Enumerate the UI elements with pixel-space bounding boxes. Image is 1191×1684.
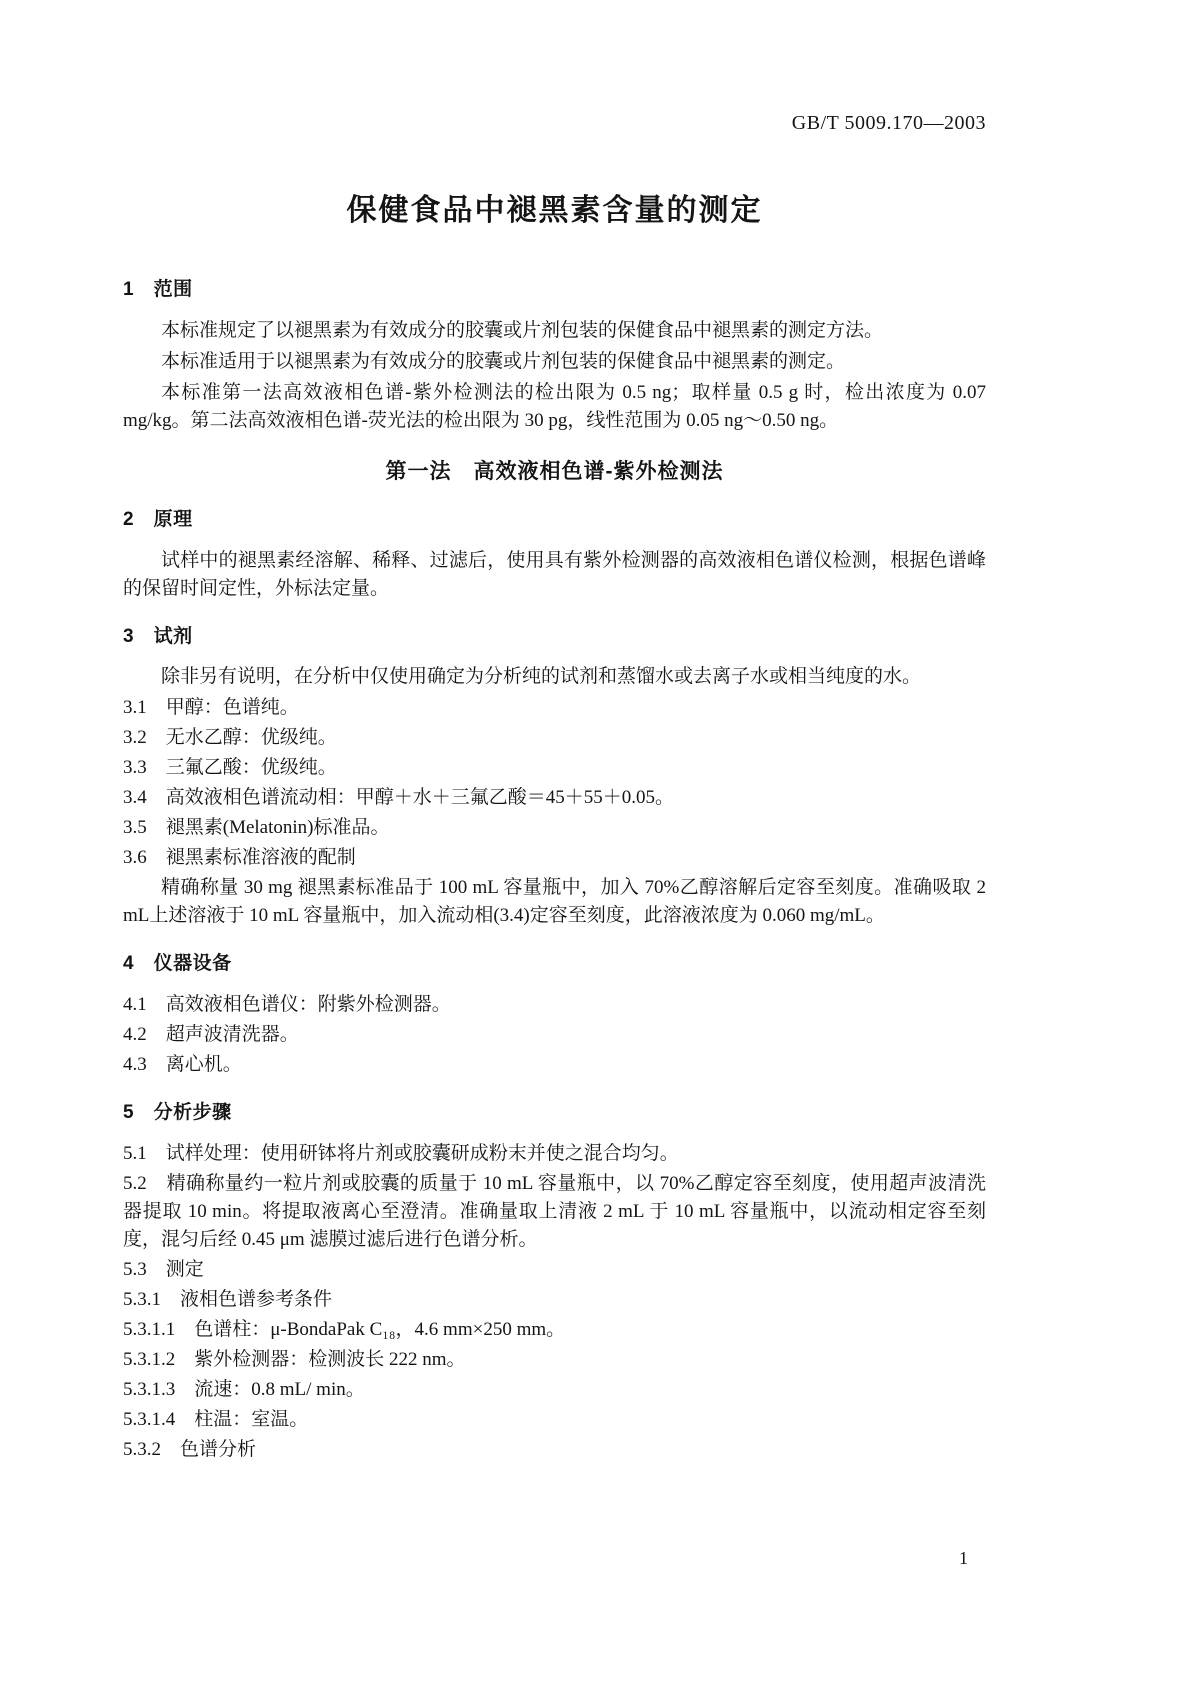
clause-item: 3.5 褪黑素(Melatonin)标准品。 [123,817,390,839]
document-title: 保健食品中褪黑素含量的测定 [346,194,763,227]
method-one-title: 第一法 高效液相色谱-紫外检测法 [385,459,724,483]
clause-item: 4.1 高效液相色谱仪：附紫外检测器。 [123,994,451,1016]
clause-item: 5.2 精确称量约一粒片剂或胶囊的质量于 10 mL 容量瓶中，以 70%乙醇定容至刻度，使用超声波清洗器提取 10 min。将提取液离心至澄清。准确量取上清液 2 mL 于 10 mL 容量瓶中，以流动相定容至刻度，混匀后经 0.45 μm 滤膜过滤后进行色谱分析。 [123,1172,986,1250]
paragraph: 本标准第一法高效液相色谱-紫外检测法的检出限为 0.5 ng；取样量 0.5 g 时，检出浓度为 0.07 mg/kg。第二法高效液相色谱-荧光法的检出限为 30 pg，线性范围为 0.05 ng～0.50 ng。 [123,381,986,431]
paragraph: 本标准适用于以褪黑素为有效成分的胶囊或片剂包装的保健食品中褪黑素的测定。 [161,350,846,372]
clause-item: 5.3.1.3 流速：0.8 mL/ min。 [123,1378,365,1400]
page-number: 1 [959,1548,968,1568]
clause-item: 3.1 甲醇：色谱纯。 [123,697,299,719]
clause-item: 5.3.1 液相色谱参考条件 [123,1288,333,1310]
clause-item: 3.2 无水乙醇：优级纯。 [123,727,337,749]
clause-item: 5.3.1.2 紫外检测器：检测波长 222 nm。 [123,1348,466,1370]
section-heading-scope: 1 范围 [123,279,193,300]
clause-item: 5.3.1.4 柱温：室温。 [123,1408,309,1430]
paragraph: 精确称量 30 mg 褪黑素标准品于 100 mL 容量瓶中，加入 70%乙醇溶解后定容至刻度。准确吸取 2 mL上述溶液于 10 mL 容量瓶中，加入流动相(3.4)定容至刻度，此溶液浓度为 0.060 mg/mL。 [123,877,986,927]
section-heading-apparatus: 4 仪器设备 [123,953,232,975]
clause-item: 4.2 超声波清洗器。 [123,1024,299,1046]
paragraph: 试样中的褪黑素经溶解、稀释、过滤后，使用具有紫外检测器的高效液相色谱仪检测，根据色谱峰的保留时间定性，外标法定量。 [123,549,986,599]
clause-item: 3.4 高效液相色谱流动相：甲醇＋水＋三氟乙酸＝45＋55＋0.05。 [123,787,675,809]
standard-number: GB/T 5009.170—2003 [791,112,986,134]
paragraph: 除非另有说明，在分析中仅使用确定为分析纯的试剂和蒸馏水或去离子水或相当纯度的水。 [161,666,922,688]
clause-item: 4.3 离心机。 [123,1054,242,1076]
paragraph: 本标准规定了以褪黑素为有效成分的胶囊或片剂包装的保健食品中褪黑素的测定方法。 [161,319,884,341]
clause-item: 5.3 测定 [123,1258,204,1280]
clause-item: 5.1 试样处理：使用研钵将片剂或胶囊研成粉末并使之混合均匀。 [123,1142,679,1164]
clause-item: 3.3 三氟乙酸：优级纯。 [123,757,337,779]
clause-item: 3.6 褪黑素标准溶液的配制 [123,847,356,869]
clause-item: 5.3.1.1 色谱柱：μ-BondaPak C₁₈，4.6 mm×250 mm。 [123,1318,566,1340]
section-heading-reagents: 3 试剂 [123,625,193,647]
section-heading-principle: 2 原理 [123,509,193,531]
page-content [123,0,986,1466]
clause-item: 5.3.2 色谱分析 [123,1438,257,1460]
section-heading-procedure: 5 分析步骤 [123,1102,232,1124]
